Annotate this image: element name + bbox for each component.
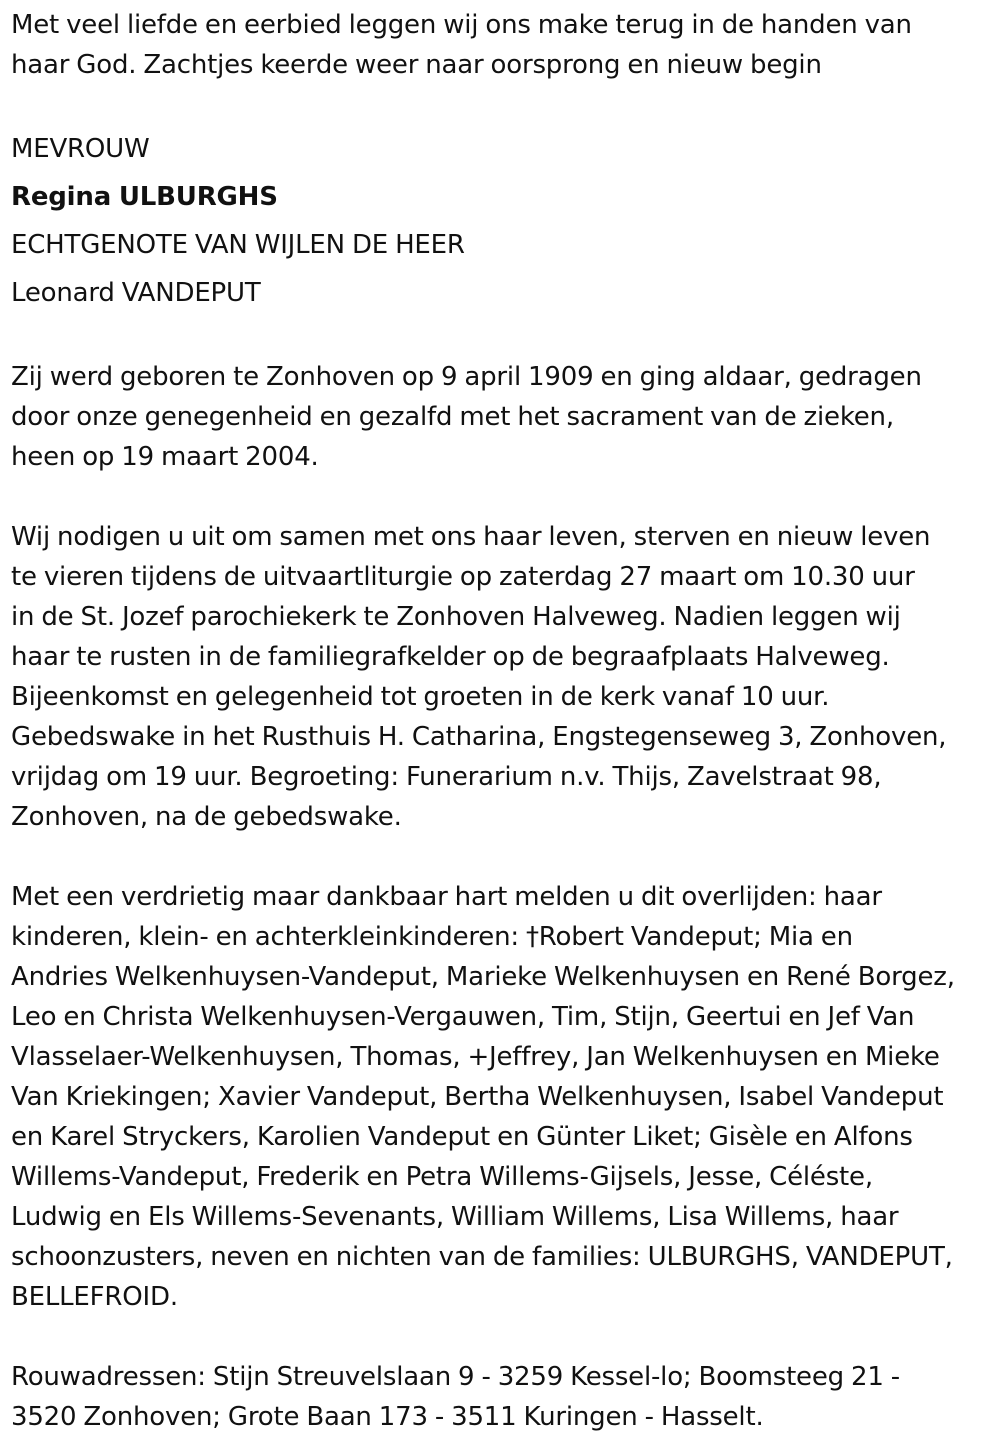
spacer <box>11 85 996 125</box>
address-line: Rouwadressen: Stijn Streuvelslaan 9 - 3259 Kessel-lo; Boomsteeg 21 - <box>11 1362 900 1392</box>
death-notice <box>11 5 996 1437</box>
spacer <box>11 837 996 877</box>
family-line: BELLEFROID. <box>11 1282 178 1312</box>
deceased-header <box>11 125 996 317</box>
spouse-name: Leonard VANDEPUT <box>11 278 261 308</box>
birth-death-paragraph <box>11 357 996 477</box>
ceremony-paragraph <box>11 517 996 837</box>
ceremony-line: Wij nodigen u uit om samen met ons haar leven, sterven en nieuw leven <box>11 522 931 552</box>
family-line: en Karel Stryckers, Karolien Vandeput en Günter Liket; Gisèle en Alfons <box>11 1122 913 1152</box>
ceremony-line: haar te rusten in de familiegrafkelder op de begraafplaats Halveweg. <box>11 642 890 672</box>
birth-death-line: door onze genegenheid en gezalfd met het sacrament van de zieken, <box>11 402 894 432</box>
title-prefix: MEVROUW <box>11 134 150 164</box>
family-line: Met een verdrietig maar dankbaar hart melden u dit overlijden: haar <box>11 882 882 912</box>
family-line: Andries Welkenhuysen-Vandeput, Marieke Welkenhuysen en René Borgez, <box>11 962 955 992</box>
relation-text: ECHTGENOTE VAN WIJLEN DE HEER <box>11 230 465 260</box>
ceremony-line: vrijdag om 19 uur. Begroeting: Funerarium n.v. Thijs, Zavelstraat 98, <box>11 762 882 792</box>
intro-line: Met veel liefde en eerbied leggen wij ons make terug in de handen van <box>11 10 912 40</box>
ceremony-line: te vieren tijdens de uitvaartliturgie op zaterdag 27 maart om 10.30 uur <box>11 562 915 592</box>
ceremony-line: Gebedswake in het Rusthuis H. Catharina, Engstegenseweg 3, Zonhoven, <box>11 722 947 752</box>
intro-line: haar God. Zachtjes keerde weer naar oorsprong en nieuw begin <box>11 50 822 80</box>
spacer <box>11 1317 996 1357</box>
family-line: Willems-Vandeput, Frederik en Petra Willems-Gijsels, Jesse, Céléste, <box>11 1162 873 1192</box>
ceremony-line: in de St. Jozef parochiekerk te Zonhoven Halveweg. Nadien leggen wij <box>11 602 901 632</box>
ceremony-line: Zonhoven, na de gebedswake. <box>11 802 402 832</box>
spacer <box>11 477 996 517</box>
family-line: Ludwig en Els Willems-Sevenants, William Willems, Lisa Willems, haar <box>11 1202 899 1232</box>
deceased-name: Regina ULBURGHS <box>11 182 278 212</box>
family-paragraph <box>11 877 996 1317</box>
intro-paragraph <box>11 5 996 85</box>
spacer <box>11 317 996 357</box>
ceremony-line: Bijeenkomst en gelegenheid tot groeten in de kerk vanaf 10 uur. <box>11 682 830 712</box>
family-line: schoonzusters, neven en nichten van de families: ULBURGHS, VANDEPUT, <box>11 1242 953 1272</box>
family-line: Leo en Christa Welkenhuysen-Vergauwen, Tim, Stijn, Geertui en Jef Van <box>11 1002 915 1032</box>
family-line: kinderen, klein- en achterkleinkinderen: †Robert Vandeput; Mia en <box>11 922 853 952</box>
address-line: 3520 Zonhoven; Grote Baan 173 - 3511 Kuringen - Hasselt. <box>11 1402 764 1432</box>
birth-death-line: Zij werd geboren te Zonhoven op 9 april 1909 en ging aldaar, gedragen <box>11 362 922 392</box>
addresses-paragraph <box>11 1357 996 1437</box>
birth-death-line: heen op 19 maart 2004. <box>11 442 319 472</box>
family-line: Vlasselaer-Welkenhuysen, Thomas, +Jeffrey, Jan Welkenhuysen en Mieke <box>11 1042 940 1072</box>
family-line: Van Kriekingen; Xavier Vandeput, Bertha Welkenhuysen, Isabel Vandeput <box>11 1082 944 1112</box>
